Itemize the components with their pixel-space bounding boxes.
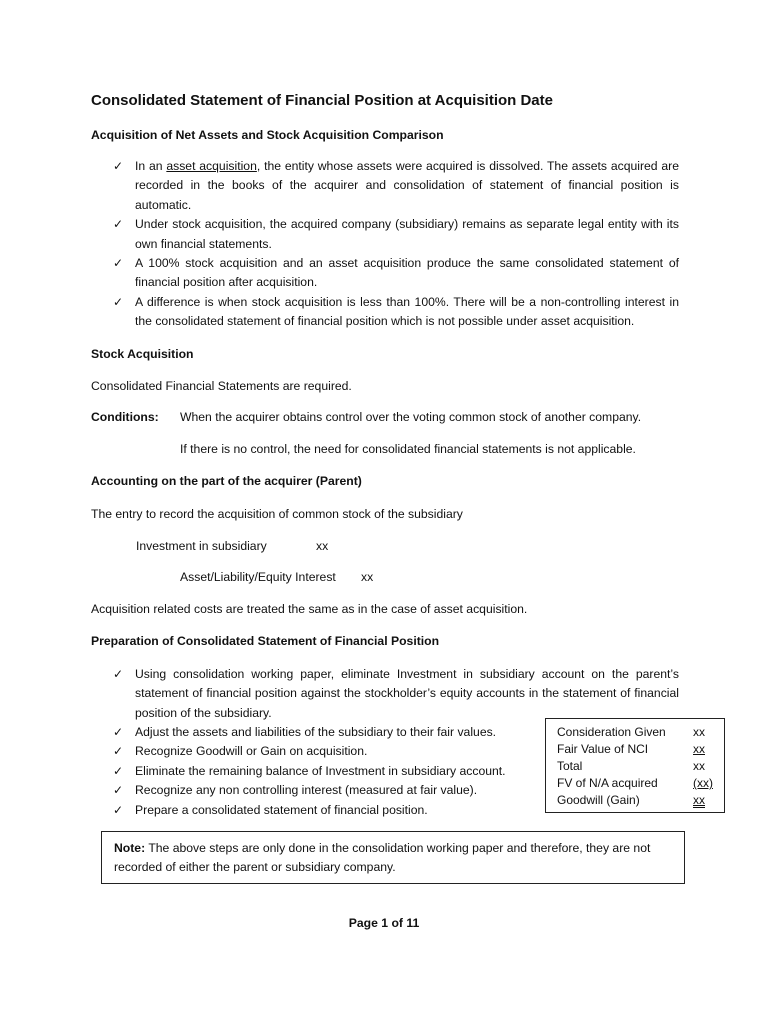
list-item: ✓ Recognize Goodwill or Gain on acquisition.	[113, 742, 533, 761]
debit-account: Investment in subsidiary	[136, 539, 267, 553]
page-title: Consolidated Statement of Financial Position at Acquisition Date	[91, 92, 553, 109]
list-item: ✓ Under stock acquisition, the acquired company (subsidiary) remains as separate legal entity with its own financial statements.	[113, 217, 679, 251]
checkmark-icon: ✓	[113, 294, 124, 309]
checkmark-icon: ✓	[113, 217, 124, 232]
list-item: ✓ Eliminate the remaining balance of Investment in subsidiary account.	[113, 762, 533, 781]
checkmark-icon: ✓	[113, 667, 124, 681]
list-item: ✓ A difference is when stock acquisition is less than 100%. There will be a non-controlling interest in the consolidated statement of financial position which is not possible under asset acquisition.	[113, 294, 679, 329]
note-text: The above steps are only done in the consolidation working paper and therefore, they are not recorded of either the parent or subsidiary company.	[114, 841, 651, 875]
section-heading-stock-acquisition: Stock Acquisition	[91, 347, 194, 361]
entry-intro: The entry to record the acquisition of common stock of the subsidiary	[91, 507, 463, 521]
checkmark-icon: ✓	[113, 725, 124, 739]
condition-control: When the acquirer obtains control over the voting common stock of another company.	[180, 410, 642, 424]
comparison-bullet-list	[113, 157, 679, 332]
goodwill-row: Fair Value of NCI xx	[557, 742, 705, 756]
checkmark-icon: ✓	[113, 159, 124, 173]
section-heading-accounting: Accounting on the part of the acquirer (Parent)	[91, 474, 362, 488]
goodwill-row: Total xx	[557, 759, 705, 773]
checkmark-icon: ✓	[113, 783, 124, 798]
credit-amount: xx	[361, 570, 374, 584]
goodwill-row: Goodwill (Gain) xx	[557, 793, 705, 807]
required-statement: Consolidated Financial Statements are required.	[91, 379, 352, 393]
condition-no-control: If there is no control, the need for consolidated financial statements is not applicable.	[180, 442, 636, 456]
checkmark-icon: ✓	[113, 256, 124, 271]
preparation-bullet-list	[113, 723, 533, 820]
page-number: 1	[381, 916, 389, 930]
acquisition-costs-statement: Acquisition related costs are treated the same as in the case of asset acquisition.	[91, 602, 528, 616]
note-box	[101, 831, 685, 884]
list-item: ✓ Recognize any non controlling interest (measured at fair value).	[113, 781, 533, 800]
list-item: ✓ Using consolidation working paper, eliminate Investment in subsidiary account on the parent’s statement of financial position against the stockholder’s equity accounts in the statement of financial position of the subsidiary.	[113, 667, 679, 720]
preparation-bullet-list-first	[113, 665, 679, 723]
list-item: ✓ In an asset acquisition, the entity whose assets were acquired is dissolved. The assets acquired are recorded in the books of the acquirer and consolidation of statement of financial position is automatic.	[113, 159, 680, 212]
section-heading-preparation: Preparation of Consolidated Statement of Financial Position	[91, 634, 440, 648]
goodwill-row: FV of N/A acquired (xx)	[557, 776, 713, 790]
list-item: ✓ Adjust the assets and liabilities of the subsidiary to their fair values.	[113, 723, 533, 742]
asset-acquisition-link[interactable]: asset acquisition	[166, 159, 257, 173]
note-label: Note:	[114, 841, 146, 855]
debit-amount: xx	[316, 539, 329, 553]
goodwill-computation-box	[545, 718, 725, 813]
checkmark-icon: ✓	[113, 763, 124, 778]
list-item: ✓ Prepare a consolidated statement of financial position.	[113, 801, 533, 820]
page-total: 11	[406, 916, 420, 930]
goodwill-row: Consideration Given xx	[557, 725, 705, 739]
checkmark-icon: ✓	[113, 744, 124, 759]
section-heading-comparison: Acquisition of Net Assets and Stock Acquisition Comparison	[91, 128, 444, 142]
checkmark-icon: ✓	[113, 802, 124, 817]
credit-account: Asset/Liability/Equity Interest	[180, 570, 336, 584]
list-item: ✓ A 100% stock acquisition and an asset acquisition produce the same consolidated statement of financial position after acquisition.	[113, 256, 679, 290]
page-footer: Page 1 of 11	[348, 916, 420, 930]
conditions-label: Conditions:	[91, 410, 159, 424]
